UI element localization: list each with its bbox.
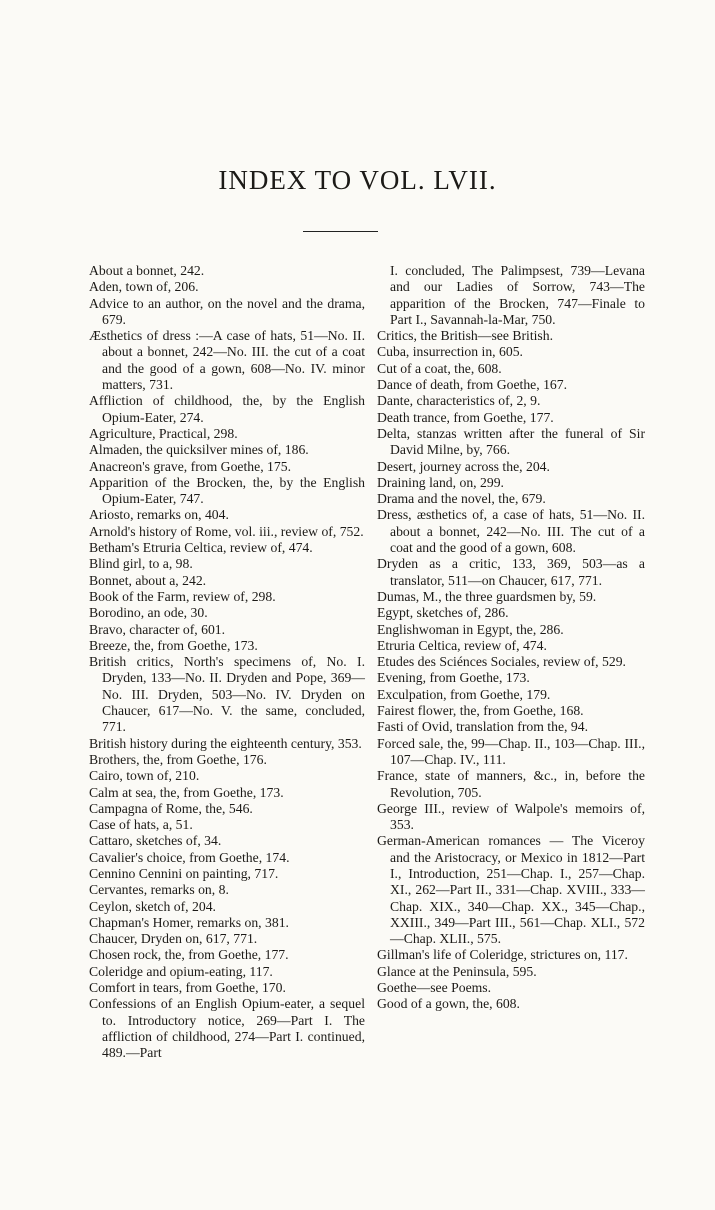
index-entry: Book of the Farm, review of, 298. (89, 588, 276, 604)
index-entry: Almaden, the quicksilver mines of, 186. (89, 442, 309, 458)
index-entry: Anacreon's grave, from Goethe, 175. (89, 458, 292, 474)
index-left-column (89, 263, 365, 1062)
index-entry: Aden, town of, 206. (89, 279, 199, 295)
index-entry: Evening, from Goethe, 173. (377, 670, 530, 686)
index-entry: Dryden as a critic, 133, 369, 503—as a translator, 511—on Chaucer, 617, 771. (377, 556, 645, 588)
index-entry: Campagna of Rome, the, 546. (89, 800, 253, 816)
index-entry: Breeze, the, from Goethe, 173. (89, 637, 258, 653)
index-entry: Cennino Cennini on painting, 717. (89, 865, 279, 881)
index-entry: Dumas, M., the three guardsmen by, 59. (377, 588, 597, 604)
index-entry-continuation: I. concluded, The Palimpsest, 739—Levana and our Ladies of Sorrow, 743—The apparition of the Brocken, 747—Finale to Part I., Savannah-la-Mar, 750. (390, 263, 645, 327)
index-entry: Betham's Etruria Celtica, review of, 474. (89, 540, 313, 556)
index-entry: British critics, North's specimens of, No. I. Dryden, 133—No. II. Dryden and Pope, 369—No. III. Dryden, 503—No. IV. Dryden on Chaucer, 617—No. V. the same, concluded, 771. (89, 654, 365, 735)
index-entry: Chosen rock, the, from Goethe, 177. (89, 947, 289, 963)
index-entry: Brothers, the, from Goethe, 176. (89, 751, 267, 767)
index-entry: Dante, characteristics of, 2, 9. (377, 393, 541, 409)
index-entry: Etruria Celtica, review of, 474. (377, 637, 547, 653)
index-entry: About a bonnet, 242. (89, 263, 205, 278)
index-entry: Fairest flower, the, from Goethe, 168. (377, 703, 584, 719)
index-entry: Drama and the novel, the, 679. (377, 491, 546, 507)
index-entry: Cervantes, remarks on, 8. (89, 882, 229, 898)
index-entry: Goethe—see Poems. (377, 980, 492, 996)
index-entry: Cairo, town of, 210. (89, 768, 200, 784)
index-entry: Cavalier's choice, from Goethe, 174. (89, 849, 290, 865)
index-entry: Cut of a coat, the, 608. (377, 360, 502, 376)
index-entry: Good of a gown, the, 608. (377, 996, 520, 1012)
index-entry: British history during the eighteenth century, 353. (89, 735, 362, 751)
index-entry: Ceylon, sketch of, 204. (89, 898, 216, 914)
index-entry: Bonnet, about a, 242. (89, 572, 207, 588)
index-entry: Coleridge and opium-eating, 117. (89, 963, 273, 979)
index-entry: German-American romances — The Viceroy and the Aristocracy, or Mexico in 1812—Part I., Introduction, 251—Chap. I., 257—Chap. XI., 262—Part II., 331—Chap. XVIII., 333—Chap. XIX., 340—Chap. XX., 345—Chap., XXIII., 349—Part III., 561—Chap. XLI., 572—Chap. XLII., 575. (377, 833, 645, 947)
index-entry: Chaucer, Dryden on, 617, 771. (89, 931, 258, 947)
index-entry: Cuba, insurrection in, 605. (377, 344, 523, 360)
index-entry: Egypt, sketches of, 286. (377, 605, 509, 621)
index-entry: Fasti of Ovid, translation from the, 94. (377, 719, 588, 735)
index-entry: Gillman's life of Coleridge, strictures on, 117. (377, 947, 628, 963)
index-entry: Arnold's history of Rome, vol. iii., review of, 752. (89, 523, 364, 539)
index-entry: France, state of manners, &c., in, before the Revolution, 705. (377, 768, 645, 800)
title-divider (303, 231, 378, 232)
index-entry: Glance at the Peninsula, 595. (377, 963, 537, 979)
index-entry: Advice to an author, on the novel and the drama, 679. (89, 295, 365, 327)
index-entry: Ariosto, remarks on, 404. (89, 507, 229, 523)
index-right-column (377, 263, 645, 1013)
index-entry: Critics, the British—see British. (377, 328, 554, 344)
index-entry: Dance of death, from Goethe, 167. (377, 377, 568, 393)
page-title: INDEX TO VOL. LVII. (218, 165, 497, 195)
index-entry: Case of hats, a, 51. (89, 817, 193, 833)
index-entry: Draining land, on, 299. (377, 474, 504, 490)
index-entry: Delta, stanzas written after the funeral of Sir David Milne, by, 766. (377, 425, 645, 458)
index-entry: Exculpation, from Goethe, 179. (377, 686, 551, 702)
index-entry: Borodino, an ode, 30. (89, 605, 208, 621)
index-entry: Chapman's Homer, remarks on, 381. (89, 914, 289, 930)
index-entry: Æsthetics of dress :—A case of hats, 51—No. II. about a bonnet, 242—No. III. the cut of a coat and the good of a gown, 608—No. IV. minor matters, 731. (89, 328, 365, 393)
index-entry: Cattaro, sketches of, 34. (89, 833, 222, 849)
index-entry: Dress, æsthetics of, a case of hats, 51—No. II. about a bonnet, 242—No. III. The cut of a coat and the good of a gown, 608. (377, 507, 645, 556)
index-entry: Etudes des Sciénces Sociales, review of, 529. (377, 654, 626, 670)
index-entry: Apparition of the Brocken, the, by the English Opium-Eater, 747. (89, 474, 365, 507)
index-entry: George III., review of Walpole's memoirs of, 353. (377, 800, 645, 833)
index-entry: Bravo, character of, 601. (89, 621, 226, 637)
index-entry: Death trance, from Goethe, 177. (377, 409, 554, 425)
index-entry: Calm at sea, the, from Goethe, 173. (89, 784, 284, 800)
index-entry: Forced sale, the, 99—Chap. II., 103—Chap. III., 107—Chap. IV., 111. (377, 735, 645, 767)
index-entry: Comfort in tears, from Goethe, 170. (89, 980, 286, 996)
index-entry: Blind girl, to a, 98. (89, 556, 193, 572)
index-entry: Agriculture, Practical, 298. (89, 425, 238, 441)
index-entry: Affliction of childhood, the, by the English Opium-Eater, 274. (89, 393, 365, 425)
index-entry: Englishwoman in Egypt, the, 286. (377, 621, 564, 637)
index-entry: Desert, journey across the, 204. (377, 458, 550, 474)
index-entry: Confessions of an English Opium-eater, a sequel to. Introductory notice, 269—Part I. The affliction of childhood, 274—Part I. continued, 489.—Part (89, 996, 365, 1061)
